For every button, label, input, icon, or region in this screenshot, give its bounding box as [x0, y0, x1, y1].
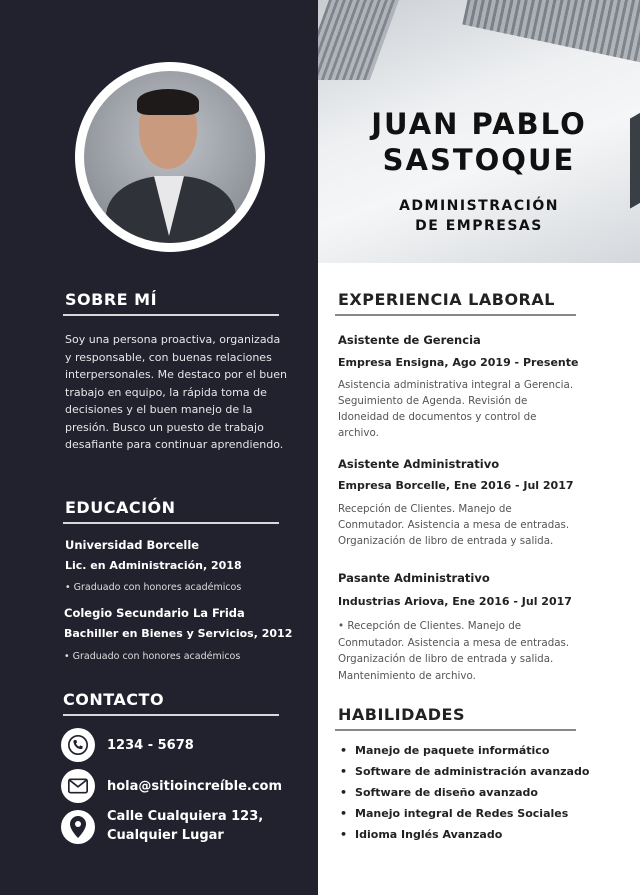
- education-title: EDUCACIÓN: [65, 498, 176, 517]
- divider: [63, 314, 279, 316]
- job-company: Empresa Borcelle, Ene 2016 - Jul 2017: [338, 479, 574, 492]
- degree: Bachiller en Bienes y Servicios, 2012: [64, 627, 293, 640]
- about-title: SOBRE MÍ: [65, 290, 158, 309]
- mail-icon: [61, 769, 95, 803]
- name-line: JUAN PABLO: [371, 107, 587, 141]
- contact-address: [107, 807, 263, 845]
- job-description: Recepción de Clientes. Manejo de Conmutador. Asistencia a mesa de entradas. Organización de libro de entrada y salida.: [338, 503, 570, 547]
- divider: [63, 714, 279, 716]
- about-text: Soy una persona proactiva, organizada y responsable, con buenas relaciones interpersonales. Me destaco por el buen trabajo en equipo, la rápida toma de decisiones y el buen manejo de la presión. Busco un puesto de trabajo desafiante para continuar aprendiendo.: [65, 333, 287, 451]
- job-description: Asistencia administrativa integral a Gerencia. Seguimiento de Agenda. Revisión de Idoneidad de documentos y control de archivo.: [338, 379, 574, 439]
- school-name: Colegio Secundario La Frida: [64, 606, 245, 620]
- contact-email[interactable]: hola@sitioincreíble.com: [107, 779, 283, 794]
- school-name: Universidad Borcelle: [65, 538, 200, 552]
- phone-icon: [61, 728, 95, 762]
- skill-item: • Manejo de paquete informático: [340, 744, 549, 757]
- candidate-name: [318, 106, 640, 178]
- name-line: SASTOQUE: [382, 143, 576, 177]
- skill-item: • Idioma Inglés Avanzado: [340, 828, 502, 841]
- education-note: • Graduado con honores académicos: [65, 582, 242, 593]
- role-line: DE EMPRESAS: [415, 218, 543, 234]
- skill-item: • Software de diseño avanzado: [340, 786, 538, 799]
- divider: [335, 314, 576, 316]
- location-pin-icon: [61, 810, 95, 844]
- experience-title: EXPERIENCIA LABORAL: [338, 290, 555, 309]
- skills-title: HABILIDADES: [338, 705, 465, 724]
- address-line: Cualquier Lugar: [107, 828, 224, 843]
- address-line: Calle Cualquiera 123,: [107, 809, 264, 824]
- skill-item: • Software de administración avanzado: [340, 765, 589, 778]
- divider: [63, 522, 279, 524]
- job-role: Asistente de Gerencia: [338, 333, 481, 347]
- contact-phone: 1234 - 5678: [107, 738, 194, 753]
- candidate-role: [318, 196, 640, 236]
- job-description: • Recepción de Clientes. Manejo de Conmutador. Asistencia a mesa de entradas. Organización de libro de entrada y salida. Mantenimiento de archivo.: [338, 620, 570, 682]
- job-company: Empresa Ensigna, Ago 2019 - Presente: [338, 356, 579, 369]
- job-role: Asistente Administrativo: [338, 457, 500, 471]
- job-company: Industrias Ariova, Ene 2016 - Jul 2017: [338, 595, 572, 608]
- role-line: ADMINISTRACIÓN: [399, 198, 559, 214]
- contact-title: CONTACTO: [63, 690, 165, 709]
- job-role: Pasante Administrativo: [338, 571, 490, 585]
- education-note: • Graduado con honores académicos: [64, 651, 241, 662]
- skill-item: • Manejo integral de Redes Sociales: [340, 807, 568, 820]
- divider: [335, 729, 576, 731]
- profile-photo: [75, 62, 265, 252]
- degree: Lic. en Administración, 2018: [65, 559, 242, 572]
